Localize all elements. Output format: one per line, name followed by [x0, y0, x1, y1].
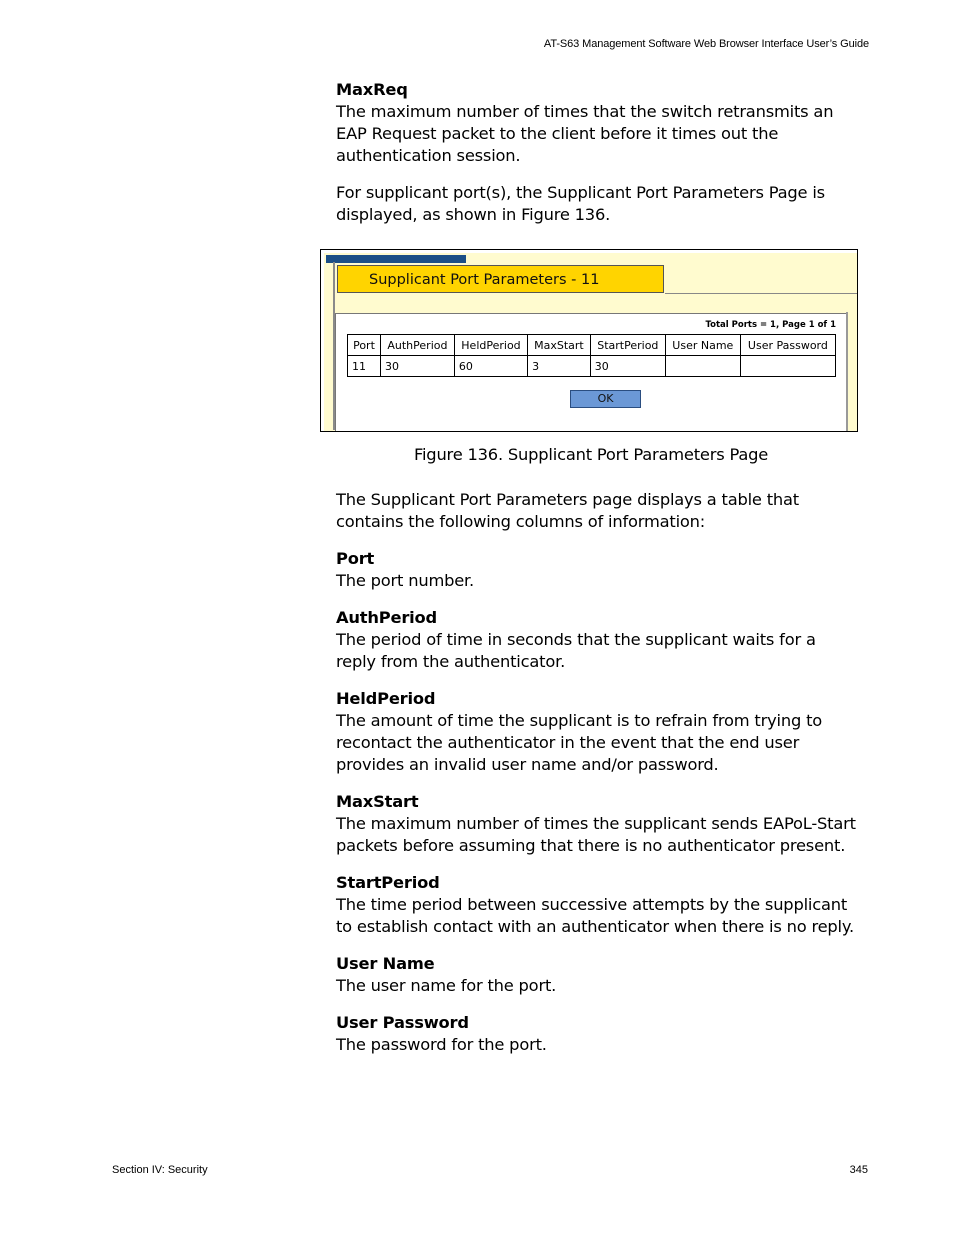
desc-heldperiod: The amount of time the supplicant is to refrain from trying to recontact the authenticator in the event that the end user provides an invalid user name and/or password. [336, 711, 823, 774]
col-maxstart: MaxStart [528, 335, 591, 356]
desc-authperiod: The period of time in seconds that the supplicant waits for a reply from the authenticator. [336, 630, 816, 671]
cell-maxstart: 3 [528, 356, 591, 377]
desc-user-password: The password for the port. [336, 1035, 547, 1054]
table-row[interactable] [348, 356, 836, 377]
term-port: Port [336, 549, 375, 568]
cell-authperiod: 30 [380, 356, 454, 377]
cell-user-password [740, 356, 835, 377]
table-intro [336, 489, 856, 533]
definition-startperiod [336, 872, 856, 938]
definition-user-password [336, 1012, 856, 1056]
supplicant-intro [336, 182, 856, 226]
desc-port: The port number. [336, 571, 475, 590]
ports-table [347, 334, 836, 377]
col-port: Port [348, 335, 381, 356]
footer-section: Section IV: Security [112, 1164, 208, 1176]
term-authperiod: AuthPeriod [336, 608, 437, 627]
col-startperiod: StartPeriod [590, 335, 665, 356]
desc-user-name: The user name for the port. [336, 976, 557, 995]
term-user-name: User Name [336, 954, 435, 973]
figure-page-title: Supplicant Port Parameters - 11 [337, 265, 664, 293]
cell-port: 11 [348, 356, 381, 377]
term-maxstart: MaxStart [336, 792, 419, 811]
figure-screenshot [320, 249, 858, 432]
table-header-row [348, 335, 836, 356]
term-startperiod: StartPeriod [336, 873, 440, 892]
term-user-password: User Password [336, 1013, 469, 1032]
figure-tab-bar [326, 255, 466, 263]
col-authperiod: AuthPeriod [380, 335, 454, 356]
col-user-name: User Name [665, 335, 740, 356]
table-intro-text: The Supplicant Port Parameters page displays a table that contains the following columns of information: [336, 490, 799, 531]
definition-port [336, 548, 856, 592]
supplicant-sentence: For supplicant port(s), the Supplicant Port Parameters Page is displayed, as shown in Figure 136. [336, 183, 825, 224]
figure-title-rule [665, 293, 857, 294]
definition-heldperiod [336, 688, 856, 776]
col-user-password: User Password [740, 335, 835, 356]
definition-maxstart [336, 791, 856, 857]
col-heldperiod: HeldPeriod [454, 335, 527, 356]
maxreq-definition [336, 79, 856, 167]
figure-caption: Figure 136. Supplicant Port Parameters Page [414, 445, 769, 464]
running-header: AT-S63 Management Software Web Browser Interface User’s Guide [543, 38, 869, 50]
definition-user-name [336, 953, 856, 997]
desc-maxreq: The maximum number of times that the switch retransmits an EAP Request packet to the client before it times out the authentication session. [336, 102, 834, 165]
total-ports-label: Total Ports = 1, Page 1 of 1 [705, 320, 836, 330]
figure-panel-edge [846, 312, 848, 432]
desc-startperiod: The time period between successive attempts by the supplicant to establish contact with an authenticator when there is no reply. [336, 895, 854, 936]
desc-maxstart: The maximum number of times the supplicant sends EAPoL-Start packets before assuming that there is no authenticator present. [336, 814, 856, 855]
cell-startperiod: 30 [590, 356, 665, 377]
term-maxreq: MaxReq [336, 80, 408, 99]
ok-button[interactable]: OK [570, 390, 641, 408]
definition-authperiod [336, 607, 856, 673]
cell-user-name [665, 356, 740, 377]
term-heldperiod: HeldPeriod [336, 689, 436, 708]
page-number: 345 [849, 1164, 868, 1176]
figure-panel [335, 313, 846, 432]
cell-heldperiod: 60 [454, 356, 527, 377]
